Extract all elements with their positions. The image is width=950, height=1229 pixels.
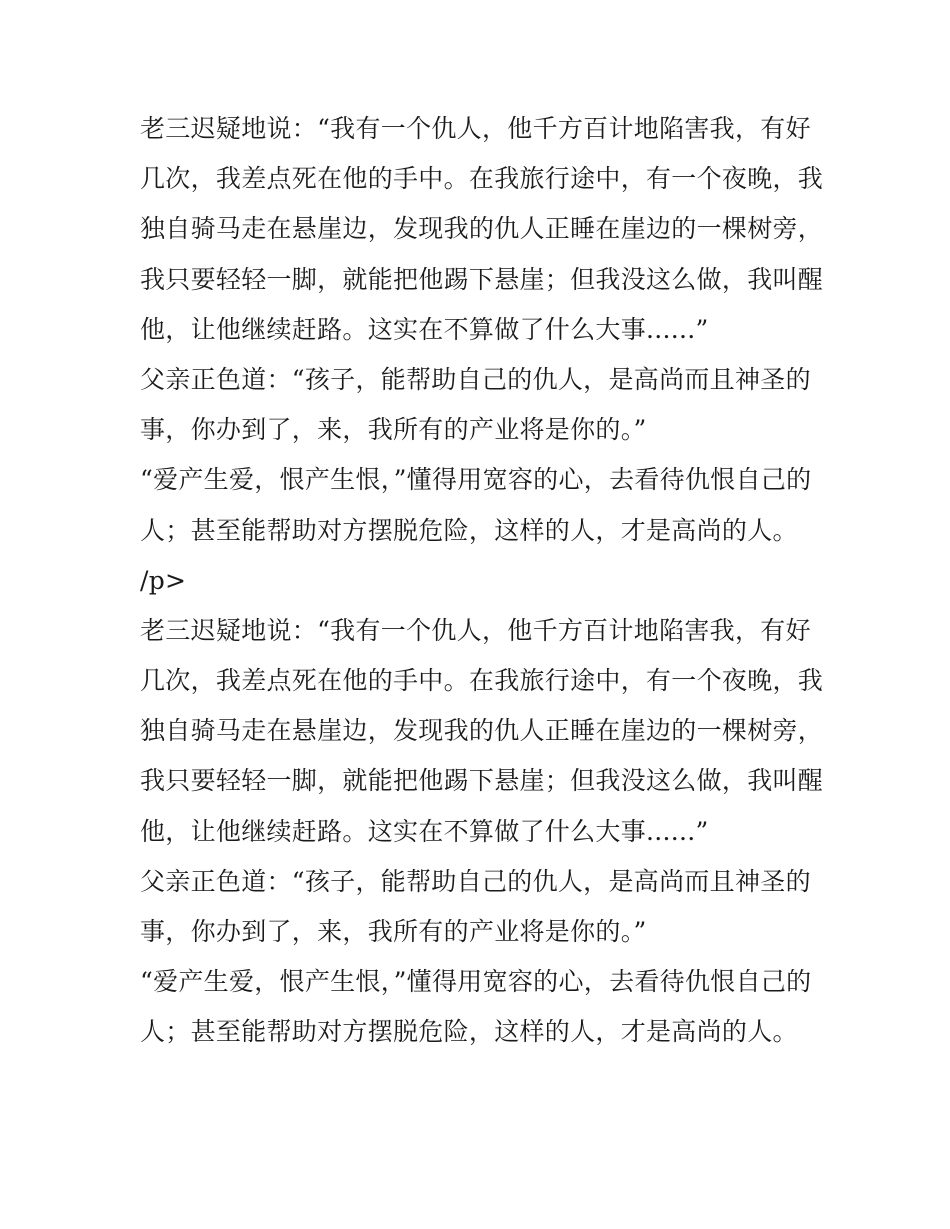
text-line: 独自骑马走在悬崖边，发现我的仇人正睡在崖边的一棵树旁， [140,214,824,244]
document-body [140,104,824,1058]
text-line: 我只要轻轻一脚，就能把他踢下悬崖；但我没这么做，我叫醒 [140,766,824,796]
text-line: 几次，我差点死在他的手中。在我旅行途中，有一个夜晚，我 [140,164,824,194]
text-line: 事，你办到了，来，我所有的产业将是你的。” [140,415,647,445]
text-line: 几次，我差点死在他的手中。在我旅行途中，有一个夜晚，我 [140,666,824,696]
text-line: 人；甚至能帮助对方摆脱危险，这样的人，才是高尚的人。 [140,1017,798,1047]
text-line: 独自骑马走在悬崖边，发现我的仇人正睡在崖边的一棵树旁， [140,716,824,746]
text-line: 人；甚至能帮助对方摆脱危险，这样的人，才是高尚的人。 [140,515,798,545]
text-line: 老三迟疑地说：“我有一个仇人，他千方百计地陷害我，有好 [140,114,811,143]
stray-markup-line: /p> [140,565,187,595]
text-line: “爱产生爱，恨产生恨，”懂得用宽容的心，去看待仇恨自己的 [140,967,812,997]
text-line: 事，你办到了，来，我所有的产业将是你的。” [140,917,647,946]
text-line: 我只要轻轻一脚，就能把他踢下悬崖；但我没这么做，我叫醒 [140,264,824,294]
text-line: 老三迟疑地说：“我有一个仇人，他千方百计地陷害我，有好 [140,615,811,645]
text-line: 他，让他继续赶路。这实在不算做了什么大事......” [140,314,709,344]
text-line: 他，让他继续赶路。这实在不算做了什么大事......” [140,816,709,846]
text-line: “爱产生爱，恨产生恨，”懂得用宽容的心，去看待仇恨自己的 [140,465,812,495]
text-line: 父亲正色道：“孩子，能帮助自己的仇人，是高尚而且神圣的 [140,364,811,394]
text-line: 父亲正色道：“孩子，能帮助自己的仇人，是高尚而且神圣的 [140,866,811,896]
